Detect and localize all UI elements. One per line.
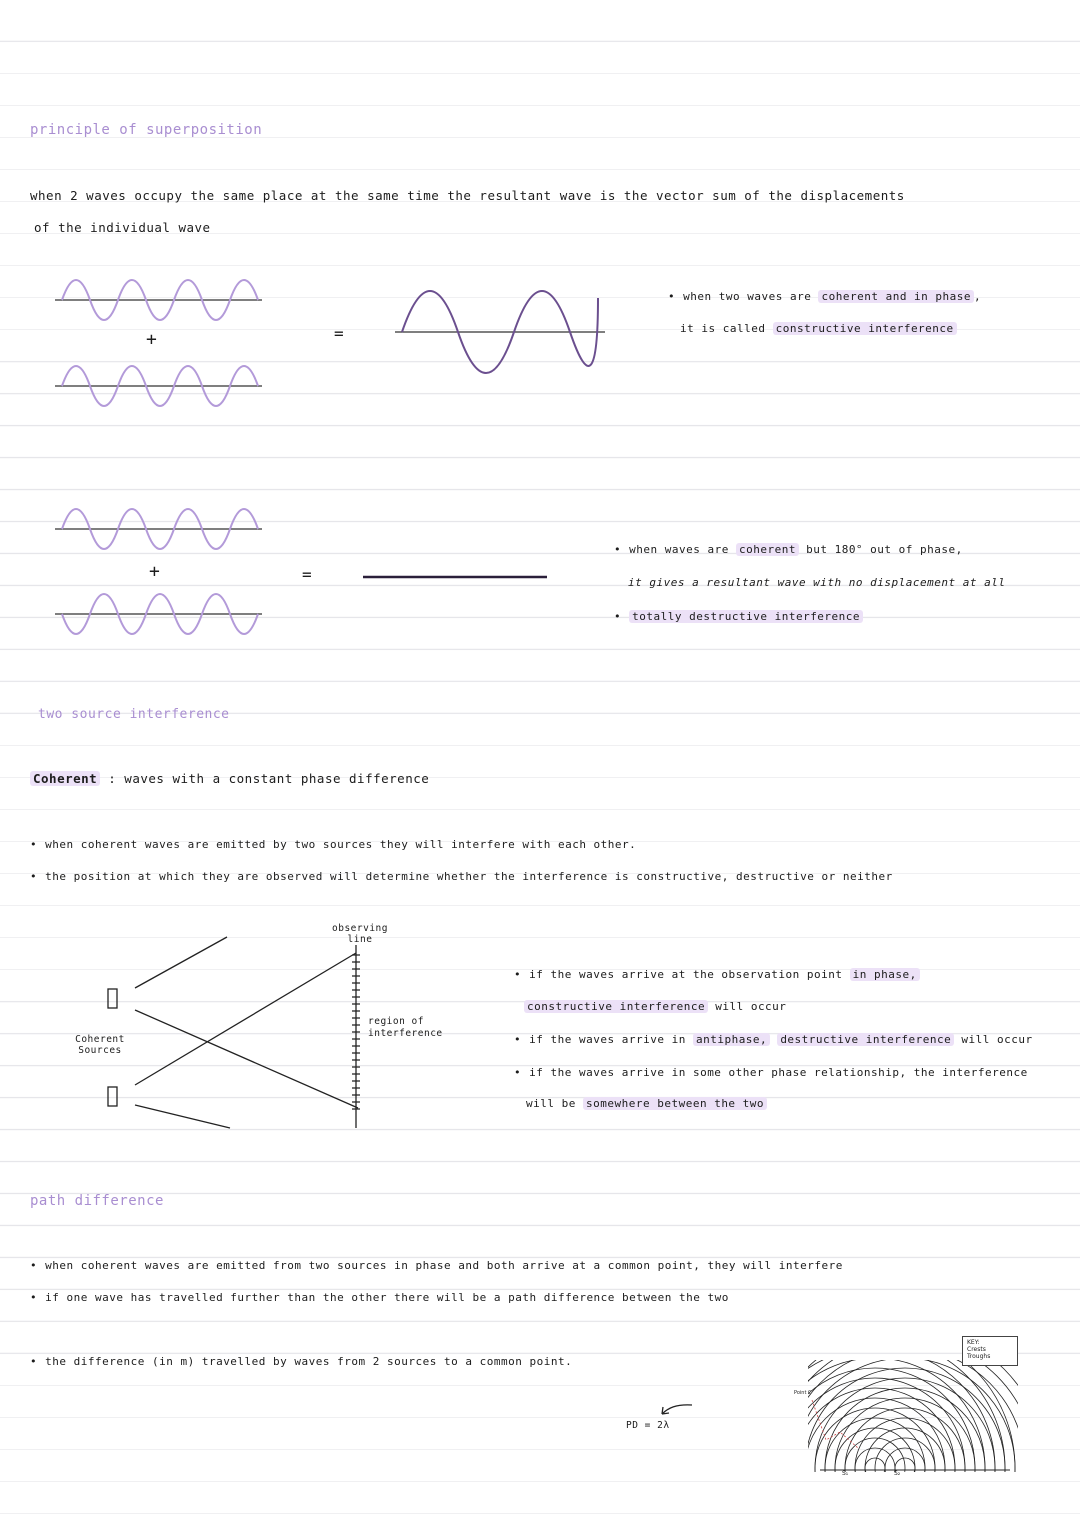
observation-note-1b: constructive interference will occur	[524, 1000, 786, 1013]
highlight-coherent-term: Coherent	[30, 771, 100, 786]
pd-arrow	[662, 1405, 692, 1414]
bullet-marker	[614, 610, 629, 623]
highlight-coherent: coherent	[736, 543, 799, 556]
ray-line	[135, 1105, 230, 1128]
point-c-label: Point C	[794, 1390, 812, 1396]
source-s2-label: S₂	[894, 1470, 901, 1477]
pd-equation: PD = 2λ	[626, 1420, 670, 1431]
ray-line	[135, 1010, 358, 1108]
constructive-note-line2: it is called constructive interference	[680, 322, 957, 335]
destructive-note-line3	[614, 610, 863, 623]
bullet-marker	[30, 1259, 45, 1272]
plus-sign: +	[146, 329, 158, 350]
source-rectangle-bottom	[108, 1087, 117, 1106]
highlight-totally-destructive: totally destructive interference	[629, 610, 863, 623]
destructive-note-line1: • when waves are coherent but 180° out of phase,	[614, 543, 963, 556]
heading-path-difference: path difference	[30, 1193, 164, 1209]
bullet-marker	[514, 1066, 529, 1079]
observation-note-3: • if the waves arrive in some other phase relationship, the interference	[514, 1066, 1028, 1079]
bullet-marker	[514, 1033, 529, 1046]
heading-two-source-interference: two source interference	[38, 707, 230, 722]
coherent-sources-label: Coherent Sources	[75, 1034, 125, 1056]
observation-note-1: • if the waves arrive at the observation point in phase,	[514, 968, 920, 981]
bullet-marker	[514, 968, 529, 981]
source-rectangle-top	[108, 989, 117, 1008]
observing-line-label: observing line	[332, 923, 388, 945]
coherent-definition: Coherent : waves with a constant phase difference	[30, 771, 429, 786]
bullet-marker	[614, 543, 629, 556]
equals-sign: =	[334, 324, 345, 343]
bullet-marker	[30, 1291, 45, 1304]
key-legend	[962, 1336, 1018, 1366]
highlight-destructive: destructive interference	[777, 1033, 954, 1046]
superposition-definition-line1: when 2 waves occupy the same place at the same time the resultant wave is the vector sum of the displacements	[30, 188, 905, 203]
path-difference-bullet-2: • if one wave has travelled further than the other there will be a path difference between the two	[30, 1291, 729, 1304]
bullet-marker	[30, 1355, 45, 1368]
bullet-marker	[30, 870, 45, 883]
highlight-constructive: constructive interference	[524, 1000, 708, 1013]
superposition-definition-line2: of the individual wave	[34, 220, 211, 235]
two-source-bullet-1: • when coherent waves are emitted by two sources they will interfere with each other.	[30, 838, 636, 851]
key-crests: Crests	[967, 1346, 986, 1353]
ray-line	[135, 953, 356, 1085]
highlight-constructive-interference: constructive interference	[773, 322, 957, 335]
ray-line	[135, 937, 227, 988]
region-of-interference-label: region of interference	[368, 1016, 443, 1039]
key-troughs: Troughs	[967, 1353, 991, 1360]
plus-sign: +	[149, 561, 161, 582]
bullet-marker	[30, 838, 45, 851]
bullet-marker	[668, 290, 683, 303]
highlight-in-phase: in phase,	[850, 968, 920, 981]
key-title: KEY:	[967, 1339, 980, 1346]
highlight-antiphase: antiphase,	[693, 1033, 770, 1046]
observation-note-3b: will be somewhere between the two	[526, 1097, 767, 1110]
heading-superposition: principle of superposition	[30, 122, 263, 138]
two-source-bullet-2: • the position at which they are observed will determine whether the interference is constructive, destructive or neither	[30, 870, 893, 883]
path-difference-bullet-3: • the difference (in m) travelled by waves from 2 sources to a common point.	[30, 1355, 572, 1368]
source-s1-label: S₁	[842, 1470, 849, 1477]
highlight-somewhere-between: somewhere between the two	[583, 1097, 767, 1110]
highlight-coherent-in-phase: coherent and in phase	[818, 290, 974, 303]
observation-note-2: • if the waves arrive in antiphase, destructive interference will occur	[514, 1033, 1033, 1046]
equals-sign: =	[302, 565, 313, 584]
path-difference-bullet-1: • when coherent waves are emitted from two sources in phase and both arrive at a common point, they will interfere	[30, 1259, 843, 1272]
destructive-note-line2: it gives a resultant wave with no displacement at all	[628, 576, 1006, 589]
constructive-note-line1: • when two waves are coherent and in phase ,	[668, 290, 981, 303]
